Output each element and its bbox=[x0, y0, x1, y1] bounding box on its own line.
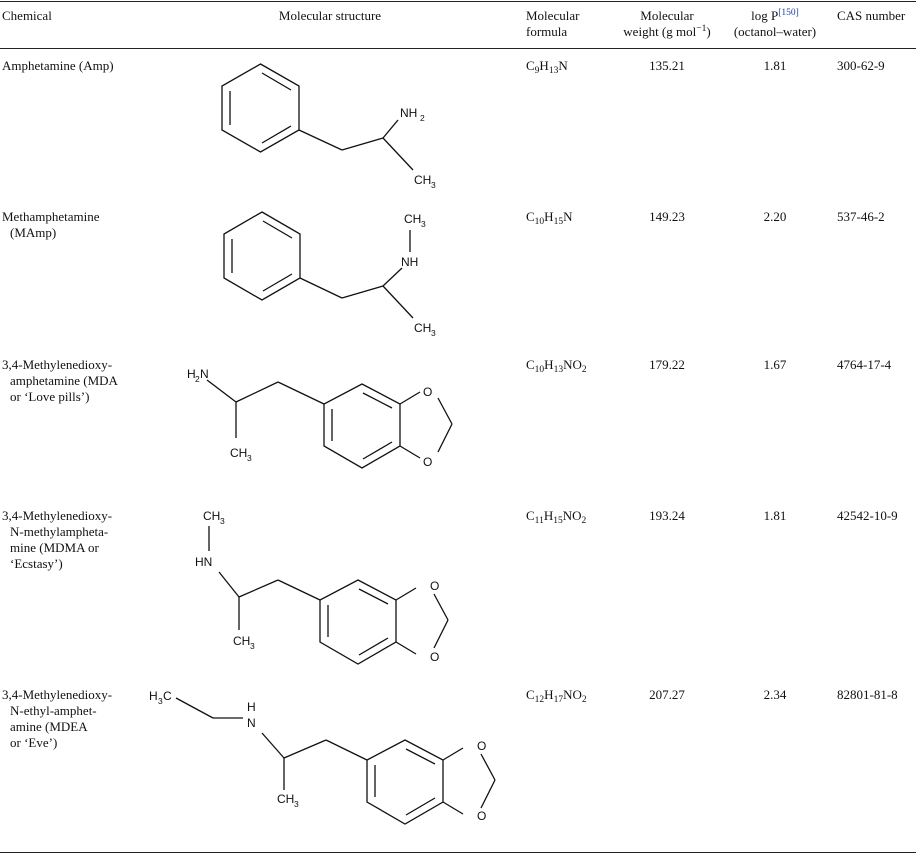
log-p: 1.81 bbox=[763, 58, 787, 73]
svg-text:N: N bbox=[200, 367, 209, 381]
chemical-name-line1: 3,4-Methylenedioxy- bbox=[2, 687, 113, 702]
chemical-name-line3: amine (MDEA bbox=[10, 719, 88, 734]
header-logp-text: log P bbox=[751, 8, 779, 23]
svg-text:NH: NH bbox=[400, 106, 418, 120]
chemical-name-line2: (MAmp) bbox=[10, 225, 57, 240]
log-p: 2.34 bbox=[763, 687, 787, 702]
molecular-weight: 179.22 bbox=[649, 357, 685, 372]
svg-text:2: 2 bbox=[420, 113, 425, 123]
svg-text:O: O bbox=[477, 809, 487, 823]
molecular-weight: 149.23 bbox=[649, 209, 685, 224]
svg-text:O: O bbox=[430, 579, 440, 593]
header-weight-text: weight (g mol bbox=[623, 24, 697, 39]
svg-text:3: 3 bbox=[294, 799, 299, 809]
cas-number: 537-46-2 bbox=[837, 209, 885, 224]
svg-text:H: H bbox=[187, 367, 196, 381]
log-p: 1.81 bbox=[763, 508, 787, 523]
svg-text:O: O bbox=[423, 385, 433, 399]
header-formula-line1: Molecular bbox=[526, 8, 580, 23]
molecular-formula: $C_{10}H_{15}N$ bbox=[526, 209, 573, 227]
svg-text:CH: CH bbox=[404, 212, 422, 226]
svg-text:2: 2 bbox=[195, 374, 200, 384]
header-logp-reference-link[interactable]: [150] bbox=[778, 8, 799, 18]
svg-text:CH: CH bbox=[203, 509, 221, 523]
log-p: 2.20 bbox=[763, 209, 787, 224]
chemical-name-line1: Methamphetamine bbox=[2, 209, 100, 224]
svg-text:3: 3 bbox=[421, 219, 426, 229]
cas-number: 4764-17-4 bbox=[837, 357, 892, 372]
chemical-name-line2: amphetamine (MDA bbox=[10, 373, 118, 388]
svg-text:3: 3 bbox=[158, 696, 163, 706]
svg-text:N: N bbox=[247, 716, 256, 730]
chemical-name-line2: N-methylampheta- bbox=[10, 524, 109, 539]
header-weight-exponent: −1 bbox=[696, 24, 707, 34]
chemical-name-line1: 3,4-Methylenedioxy- bbox=[2, 357, 113, 372]
molecular-weight: 207.27 bbox=[649, 687, 685, 702]
header-structure: Molecular structure bbox=[278, 8, 382, 23]
svg-text:3: 3 bbox=[431, 328, 436, 338]
svg-text:O: O bbox=[430, 650, 440, 664]
svg-text:O: O bbox=[477, 739, 487, 753]
header-formula-line2: formula bbox=[526, 24, 568, 39]
svg-text:3: 3 bbox=[250, 641, 255, 651]
cas-number: 42542-10-9 bbox=[837, 508, 898, 523]
header-weight-line1: Molecular bbox=[640, 8, 694, 23]
chemical-name-line4: ‘Ecstasy’) bbox=[10, 556, 63, 571]
svg-text:O: O bbox=[423, 455, 433, 469]
svg-text:CH: CH bbox=[414, 321, 432, 335]
molecular-formula: $C_{10}H_{13}NO_2$ bbox=[526, 357, 587, 375]
molecular-formula: $C_{11}H_{15}NO_2$ bbox=[526, 508, 587, 526]
svg-text:H: H bbox=[247, 700, 256, 714]
cas-number: 82801-81-8 bbox=[837, 687, 898, 702]
header-cas: CAS number bbox=[837, 8, 906, 23]
svg-text:3: 3 bbox=[220, 516, 225, 526]
header-chemical: Chemical bbox=[2, 8, 52, 23]
svg-text:CH: CH bbox=[277, 792, 295, 806]
chemical-name-line1: 3,4-Methylenedioxy- bbox=[2, 508, 113, 523]
svg-text:H: H bbox=[149, 689, 158, 703]
chemical-name: Amphetamine (Amp) bbox=[2, 58, 114, 73]
svg-text:CH: CH bbox=[414, 173, 432, 187]
svg-text:CH: CH bbox=[233, 634, 251, 648]
header-logp-line2: (octanol–water) bbox=[733, 24, 817, 39]
chemical-name-line3: mine (MDMA or bbox=[10, 540, 99, 555]
svg-text:NH: NH bbox=[401, 255, 419, 269]
svg-text:CH: CH bbox=[230, 446, 248, 460]
chemical-name-line3: or ‘Love pills’) bbox=[10, 389, 90, 404]
cas-number: 300-62-9 bbox=[837, 58, 885, 73]
svg-text:HN: HN bbox=[195, 555, 213, 569]
header-weight-close: ) bbox=[706, 24, 711, 39]
log-p: 1.67 bbox=[763, 357, 787, 372]
molecular-weight: 193.24 bbox=[649, 508, 685, 523]
svg-text:3: 3 bbox=[431, 180, 436, 190]
chemical-name-line2: N-ethyl-amphet- bbox=[10, 703, 97, 718]
molecular-weight: 135.21 bbox=[649, 58, 685, 73]
chemical-name-line4: or ‘Eve’) bbox=[10, 735, 58, 750]
svg-text:3: 3 bbox=[247, 453, 252, 463]
svg-text:C: C bbox=[163, 689, 172, 703]
molecular-formula: $C_9H_{13}N$ bbox=[526, 58, 568, 76]
molecular-formula: $C_{12}H_{17}NO_2$ bbox=[526, 687, 587, 705]
